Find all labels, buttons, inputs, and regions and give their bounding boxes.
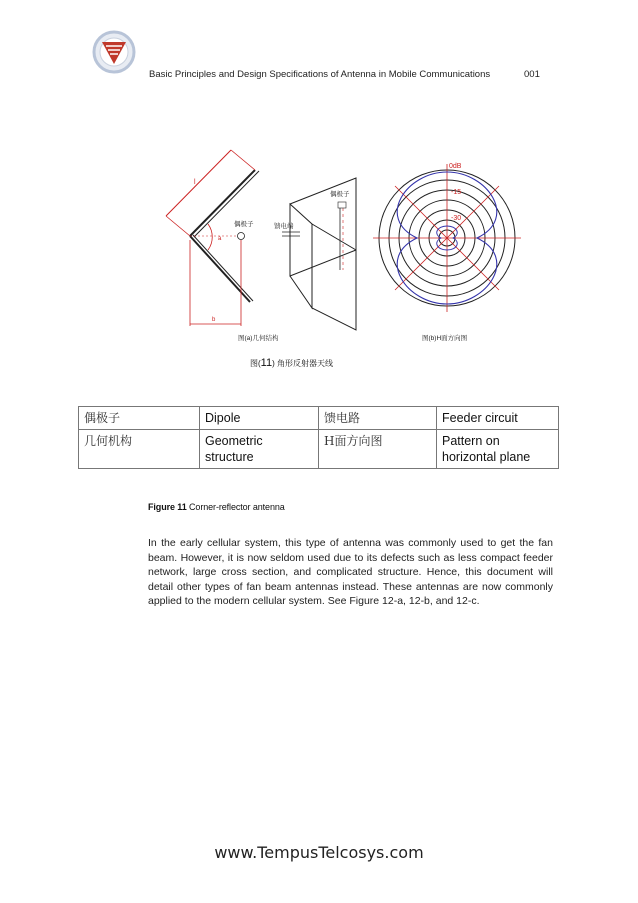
sub-caption-left: 图(a)几何结构 bbox=[238, 335, 279, 342]
page-number: 001 bbox=[524, 69, 540, 80]
label-a: a bbox=[218, 236, 222, 242]
figure-title-prefix: 图( bbox=[250, 359, 261, 368]
sub-caption-right: 图(b)H面方向图 bbox=[422, 335, 468, 342]
table-row bbox=[79, 430, 559, 469]
polar-label-0db: 0dB bbox=[449, 163, 462, 170]
polar-label-30: -30 bbox=[451, 215, 462, 222]
company-logo bbox=[92, 30, 136, 74]
body-paragraph: In the early cellular system, this type of antenna was commonly used to get the fan beam. However, it is now seldom used due to its defects such as less compact feeder network, large cross section, and complicated structure. Hence, this document will detail other types of fan beam antennas instead. These antennas are now commonly applied to the modern cellular system. See Figure 12-a, 12-b, and 12-c. bbox=[148, 537, 553, 607]
polar-label-15: -15 bbox=[451, 189, 462, 196]
table-cell: Dipole bbox=[200, 407, 319, 430]
geometric-structure-diagram bbox=[166, 150, 259, 326]
table-cell: Feeder circuit bbox=[437, 407, 559, 430]
table-row bbox=[79, 407, 559, 430]
figure-title-suffix: ) 角形反射器天线 bbox=[272, 359, 333, 368]
table-cell: H面方向图 bbox=[319, 430, 437, 469]
table-cell: Geometric structure bbox=[200, 430, 319, 469]
corner-reflector-figure bbox=[150, 140, 540, 380]
label-l: l bbox=[194, 179, 196, 186]
table-cell: Pattern on horizontal plane bbox=[437, 430, 559, 469]
left-dipole-label: 偶极子 bbox=[234, 221, 254, 228]
table-cell: 馈电路 bbox=[319, 407, 437, 430]
figure-caption bbox=[148, 502, 285, 512]
reflector-3d-diagram bbox=[274, 178, 356, 330]
label-b: b bbox=[212, 317, 216, 323]
header-title: Basic Principles and Design Specifications of Antenna in Mobile Communications bbox=[149, 69, 491, 80]
caption-text: Corner-reflector antenna bbox=[189, 502, 285, 512]
table-cell: 偶极子 bbox=[79, 407, 200, 430]
feeder-label: 馈电端 bbox=[274, 223, 294, 230]
figure-title bbox=[250, 357, 333, 369]
middle-dipole-label: 偶极子 bbox=[330, 191, 350, 198]
h-plane-polar-pattern bbox=[373, 163, 521, 312]
footer-url: www.TempusTelcosys.com bbox=[214, 843, 424, 862]
figure-title-number: 11 bbox=[260, 357, 273, 369]
table-cell: 几何机构 bbox=[79, 430, 200, 469]
caption-label: Figure 11 bbox=[148, 502, 187, 512]
legend-table bbox=[78, 406, 559, 469]
